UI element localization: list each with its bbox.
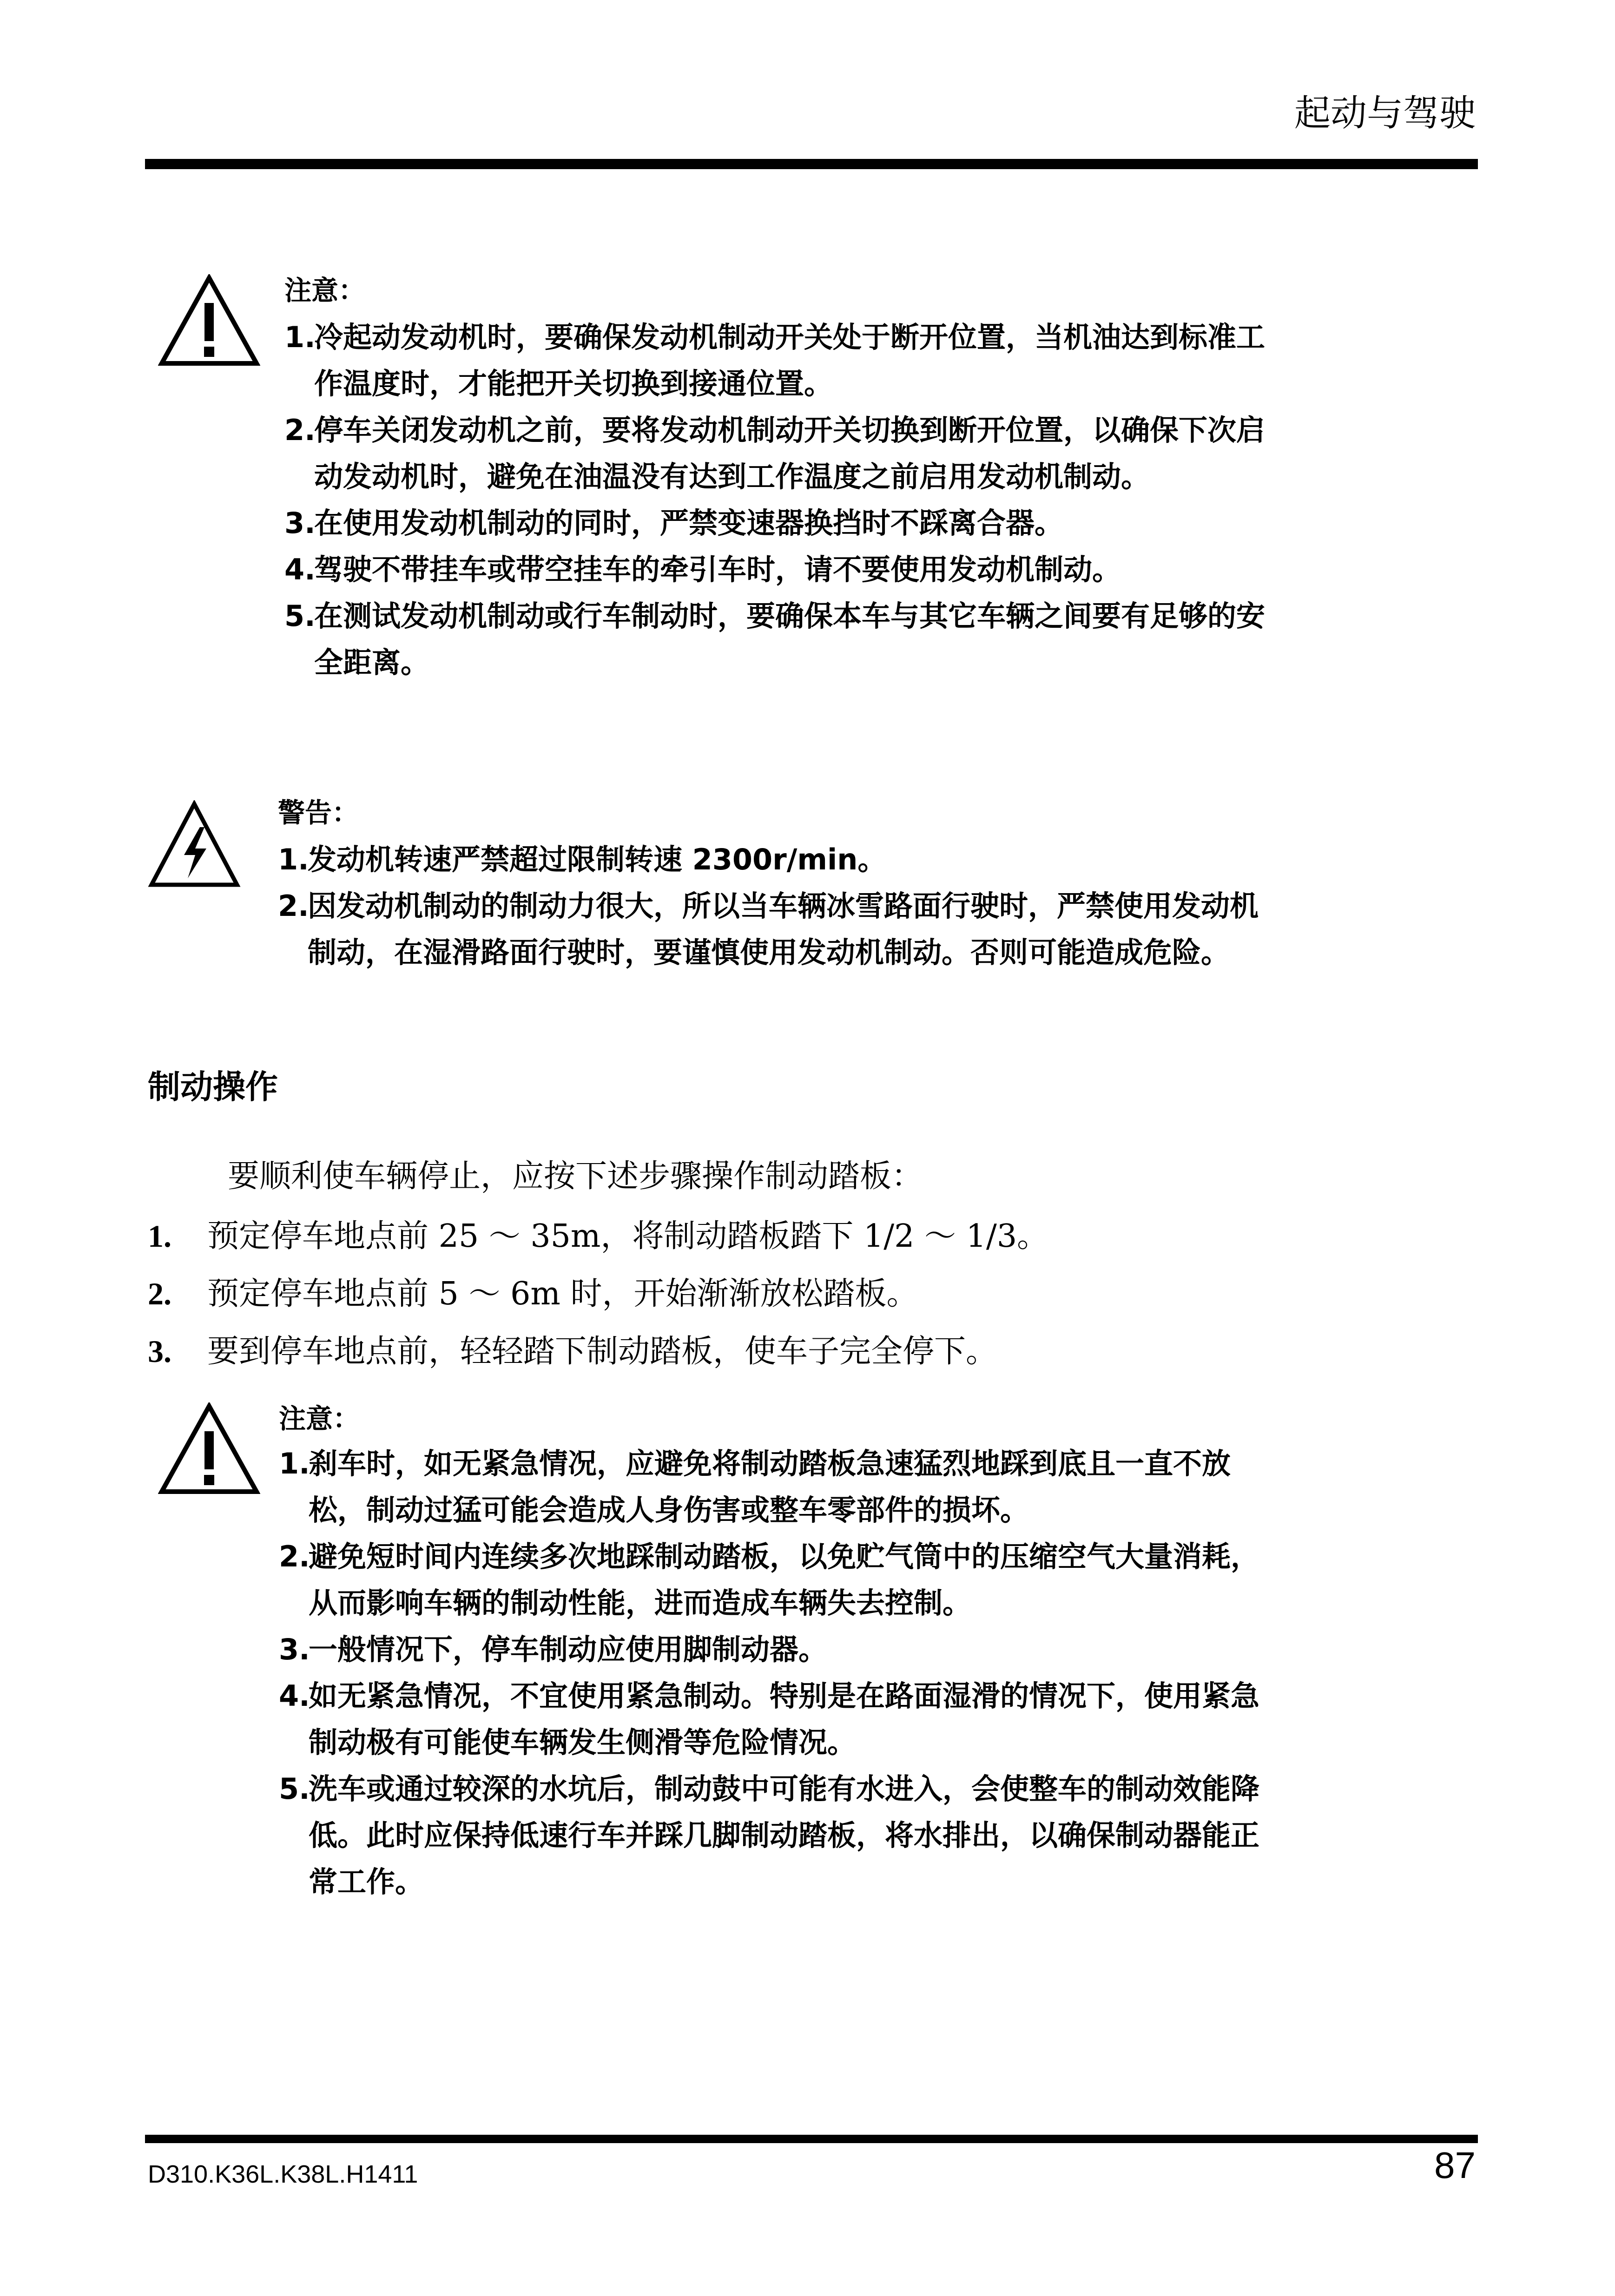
caution-item-text: 松，制动过猛可能会造成人身伤害或整车零部件的损坏。 <box>309 1493 1029 1527</box>
warning-item-text: 制动，在湿滑路面行驶时，要谨慎使用发动机制动。否则可能造成危险。 <box>308 935 1230 969</box>
caution-item-text: 如无紧急情况，不宜使用紧急制动。特别是在路面湿滑的情况下，使用紧急 <box>309 1679 1260 1713</box>
step-number: 2. <box>148 1276 171 1311</box>
caution-list <box>279 1441 1259 1905</box>
caution-item-text: 避免短时间内连续多次地踩制动踏板，以免贮气筒中的压缩空气大量消耗， <box>309 1539 1260 1573</box>
caution-item <box>284 500 1265 546</box>
document-code: D310.K36L.K38L.H1411 <box>148 2160 418 2188</box>
caution-item-text: 停车关闭发动机之前，要将发动机制动开关切换到断开位置，以确保下次启 <box>314 413 1266 447</box>
warning-item-text: 发动机转速严禁超过限制转速 2300r/min。 <box>308 842 887 876</box>
caution-item-text: 驾驶不带挂车或带空挂车的牵引车时，请不要使用发动机制动。 <box>314 553 1121 586</box>
caution-item <box>284 314 1265 407</box>
caution-item-number: 1. <box>279 1447 310 1480</box>
caution-item-text: 从而影响车辆的制动性能，进而造成车辆失去控制。 <box>309 1586 972 1620</box>
step-number: 3. <box>148 1334 171 1369</box>
caution-item-text: 冷起动发动机时，要确保发动机制动开关处于断开位置，当机油达到标准工 <box>314 320 1266 354</box>
exclamation-triangle-icon <box>158 274 260 367</box>
step-item <box>148 1335 997 1368</box>
warning-item-text: 因发动机制动的制动力很大，所以当车辆冰雪路面行驶时，严禁使用发动机 <box>308 889 1259 923</box>
exclamation-triangle-icon <box>158 1402 260 1495</box>
step-item <box>148 1218 1049 1255</box>
caution-item-number: 5. <box>279 1772 310 1806</box>
caution-item-number: 2. <box>279 1539 310 1573</box>
caution-item-text: 在使用发动机制动的同时，严禁变速器换挡时不踩离合器。 <box>314 506 1064 540</box>
step-number: 1. <box>148 1218 171 1254</box>
warning-list <box>278 836 1259 976</box>
caution-label: 注意： <box>279 1403 360 1434</box>
section-heading: 制动操作 <box>148 1068 278 1106</box>
warning-label: 警告： <box>278 797 359 829</box>
caution-item <box>279 1766 1259 1905</box>
caution-item-number: 2. <box>284 413 316 447</box>
caution-item <box>279 1673 1259 1766</box>
warning-item-number: 1. <box>278 842 309 876</box>
caution-item <box>279 1626 1259 1673</box>
caution-item-number: 3. <box>279 1632 310 1666</box>
caution-item-text: 作温度时，才能把开关切换到接通位置。 <box>314 367 833 401</box>
footer-divider <box>145 2135 1478 2143</box>
caution-item-text: 一般情况下，停车制动应使用脚制动器。 <box>309 1632 828 1666</box>
caution-item <box>284 407 1265 500</box>
warning-item-number: 2. <box>278 889 309 923</box>
caution-item-text: 洗车或通过较深的水坑后，制动鼓中可能有水进入，会使整车的制动效能降 <box>309 1772 1260 1806</box>
caution-item-number: 1. <box>284 320 316 354</box>
caution-item-text: 低。此时应保持低速行车并踩几脚制动踏板，将水排出，以确保制动器能正 <box>309 1818 1260 1852</box>
lightning-triangle-icon <box>148 800 241 888</box>
step-text: 要到停车地点前，轻轻踏下制动踏板，使车子完全停下。 <box>207 1333 998 1370</box>
warning-item <box>278 883 1259 976</box>
step-text: 预定停车地点前 25 ～ 35m，将制动踏板踏下 1/2 ～ 1/3。 <box>207 1218 1049 1255</box>
caution-item-number: 4. <box>279 1679 310 1713</box>
caution-item <box>284 593 1265 686</box>
caution-item-number: 4. <box>284 553 316 586</box>
caution-item <box>279 1533 1259 1626</box>
caution-item-text: 制动极有可能使车辆发生侧滑等危险情况。 <box>309 1725 857 1759</box>
caution-item <box>279 1441 1259 1533</box>
page-number: 87 <box>1434 2145 1476 2186</box>
caution-item-number: 5. <box>284 599 316 633</box>
caution-item-text: 刹车时，如无紧急情况，应避免将制动踏板急速猛烈地踩到底且一直不放 <box>309 1447 1231 1480</box>
page-header-title: 起动与驾驶 <box>1294 92 1476 134</box>
caution-item-text: 动发动机时，避免在油温没有达到工作温度之前启用发动机制动。 <box>314 460 1150 493</box>
header-divider <box>145 159 1478 169</box>
warning-item <box>278 836 1259 883</box>
caution-item-number: 3. <box>284 506 316 540</box>
caution-list <box>284 314 1265 686</box>
step-text: 预定停车地点前 5 ～ 6m 时，开始渐渐放松踏板。 <box>207 1276 918 1312</box>
caution-item-text: 全距离。 <box>314 645 430 679</box>
caution-item-text: 常工作。 <box>309 1865 424 1899</box>
caution-item <box>284 546 1265 593</box>
step-item <box>148 1278 918 1310</box>
section-intro: 要顺利使车辆停止，应按下述步骤操作制动踏板： <box>228 1158 923 1195</box>
caution-item-text: 在测试发动机制动或行车制动时，要确保本车与其它车辆之间要有足够的安 <box>314 599 1266 633</box>
caution-label: 注意： <box>284 275 366 306</box>
